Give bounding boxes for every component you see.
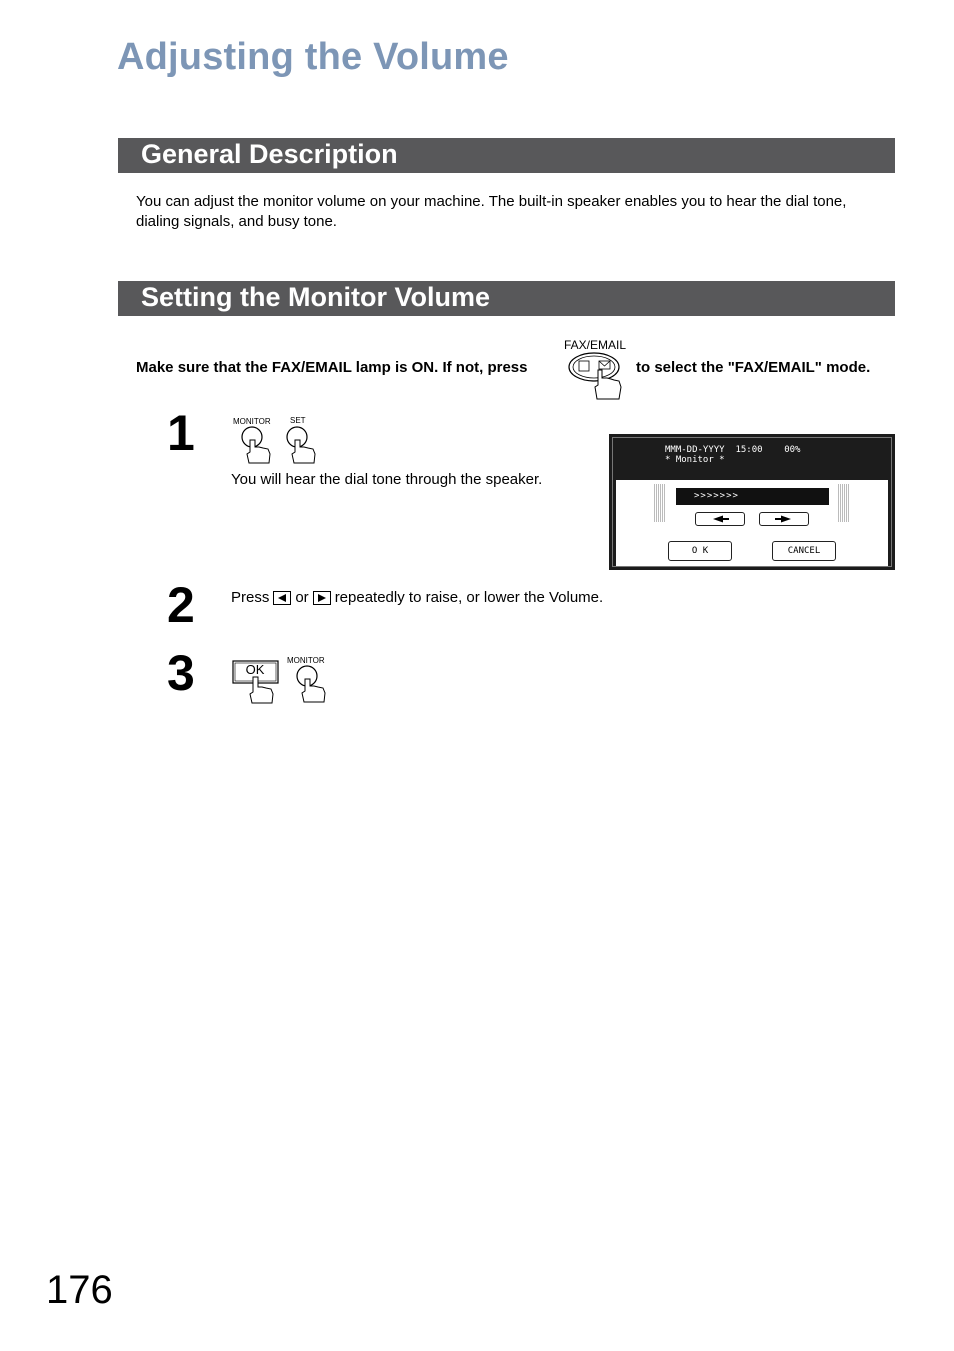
page-number: 176 <box>46 1268 113 1312</box>
lcd-left-arrow-button[interactable] <box>695 512 745 526</box>
left-arrow-icon <box>276 593 288 603</box>
fax-email-key-icon[interactable] <box>567 351 625 401</box>
step-2-press: Press <box>231 589 270 606</box>
step-number: 3 <box>167 645 195 701</box>
fax-email-label: FAX/EMAIL <box>564 338 627 352</box>
lcd-ok-button[interactable]: O K <box>668 541 732 561</box>
step-2-rest: repeatedly to raise, or lower the Volume. <box>334 589 604 606</box>
step-number: 2 <box>167 577 195 633</box>
page-title: Adjusting the Volume <box>117 36 509 78</box>
instruction-text-after: to select the "FAX/EMAIL" mode. <box>636 359 871 376</box>
step-2-text <box>231 588 603 608</box>
monitor-key-icon[interactable] <box>239 426 271 464</box>
lcd-line-2: * Monitor * <box>665 455 725 465</box>
left-arrow-icon <box>696 513 744 525</box>
instruction-text-before: Make sure that the FAX/EMAIL lamp is ON. If not, press <box>136 359 528 376</box>
set-key-icon[interactable] <box>284 426 316 464</box>
section-header-general <box>118 138 895 173</box>
section-title: General Description <box>141 139 398 169</box>
monitor-key-label: MONITOR <box>233 417 271 426</box>
monitor-key-label: MONITOR <box>287 656 325 665</box>
volume-bar: >>>>>>> <box>676 488 829 505</box>
general-description-text <box>136 192 846 231</box>
description-line: You can adjust the monitor volume on your machine. The built-in speaker enables you to hear the dial tone, <box>136 193 847 210</box>
left-arrow-button[interactable] <box>273 591 291 605</box>
description-line: dialing signals, and busy tone. <box>136 212 337 230</box>
lcd-cancel-button[interactable]: CANCEL <box>772 541 836 561</box>
section-title: Setting the Monitor Volume <box>141 282 490 312</box>
right-arrow-icon <box>316 593 328 603</box>
lcd-display <box>609 434 895 570</box>
lcd-line-1: MMM-DD-YYYY 15:00 00% <box>665 445 801 455</box>
step-2-or: or <box>295 589 309 606</box>
right-arrow-button[interactable] <box>313 591 331 605</box>
lcd-status-text <box>665 445 800 465</box>
step-1-text: You will hear the dial tone through the speaker. <box>231 471 543 488</box>
set-key-label: SET <box>290 416 306 425</box>
step-number: 1 <box>167 405 195 461</box>
lcd-right-arrow-button[interactable] <box>759 512 809 526</box>
section-header-monitor <box>118 281 895 316</box>
ok-key-label: OK <box>245 662 265 677</box>
right-arrow-icon <box>760 513 808 525</box>
monitor-key-icon[interactable] <box>294 665 326 703</box>
